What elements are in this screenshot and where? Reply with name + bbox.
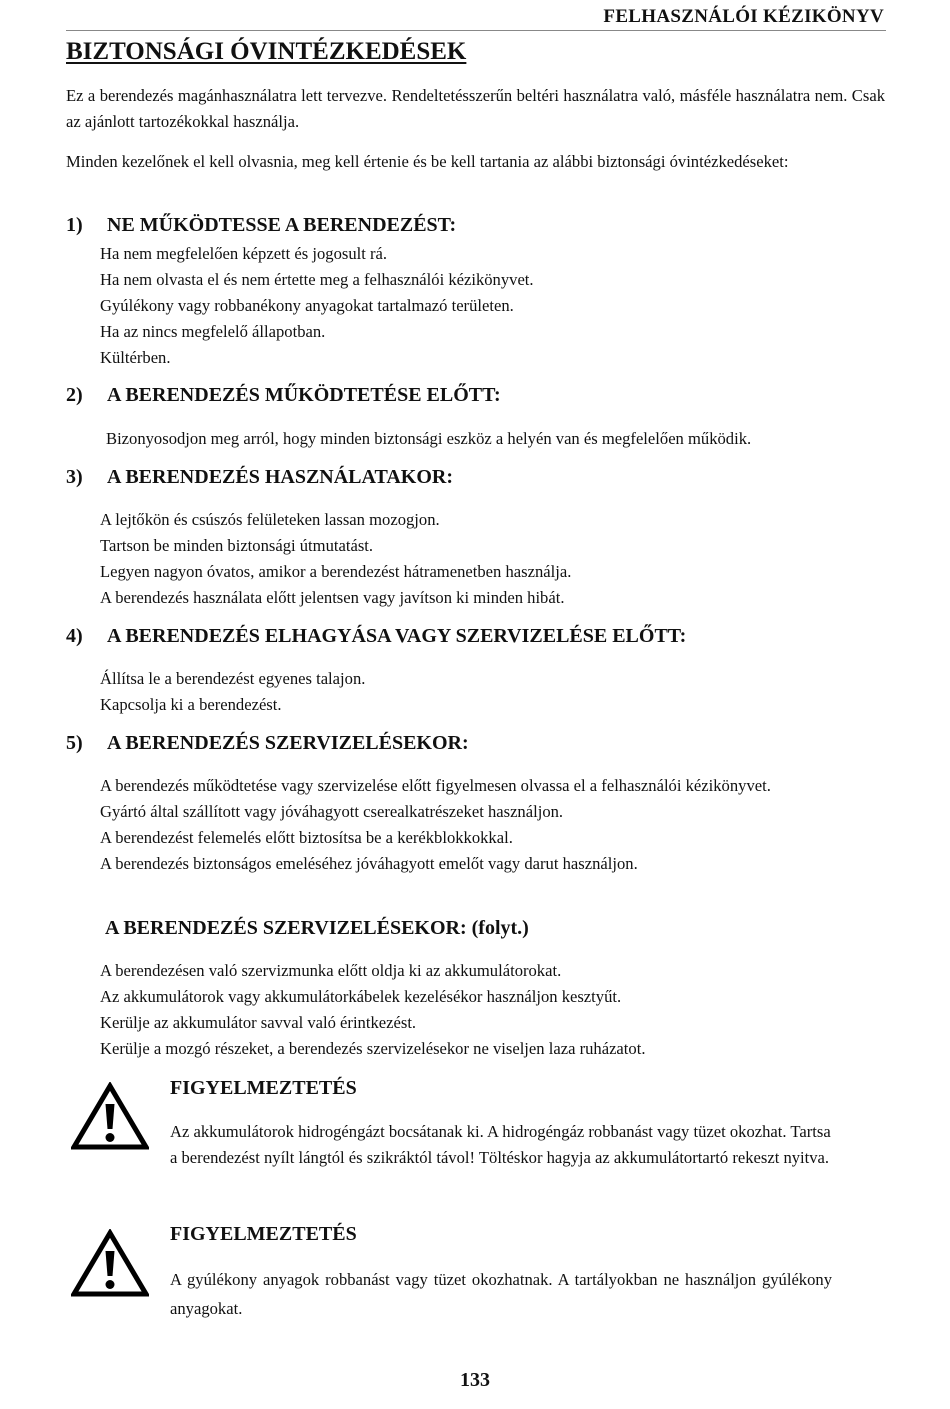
list-item: Kerülje az akkumulátor savval való érintkezést. <box>100 1013 417 1032</box>
section-number: 5) <box>66 732 83 754</box>
section-list <box>100 773 885 877</box>
header-title: FELHASZNÁLÓI KÉZIKÖNYV <box>603 6 884 27</box>
intro-paragraph: Ez a berendezés magánhasználatra lett tervezve. Rendeltetésszerűn beltéri használatra való, másféle használatra nem. Csak az ajánlott tartozékokkal használja. <box>66 86 885 131</box>
section-heading <box>66 384 501 407</box>
list-item: A berendezés biztonságos emeléséhez jóváhagyott emelőt vagy darut használjon. <box>100 854 638 873</box>
section-heading <box>66 732 469 755</box>
section-list <box>100 507 885 611</box>
section-number: 4) <box>66 625 83 647</box>
section-heading <box>66 214 456 237</box>
list-item: A berendezésen való szervizmunka előtt oldja ki az akkumulátorokat. <box>100 961 562 980</box>
list-item: Gyúlékony vagy robbanékony anyagokat tartalmazó területen. <box>100 296 514 315</box>
intro-paragraph: Minden kezelőnek el kell olvasnia, meg kell értenie és be kell tartania az alábbi biztonsági óvintézkedéseket: <box>66 152 789 171</box>
list-item: A berendezést felemelés előtt biztosítsa be a kerékblokkokkal. <box>100 828 513 847</box>
list-item: A berendezés használata előtt jelentsen vagy javítson ki minden hibát. <box>100 588 565 607</box>
list-item: Gyártó által szállított vagy jóváhagyott cserealkatrészeket használjon. <box>100 802 564 821</box>
section-list <box>100 958 885 1062</box>
section-title: A BERENDEZÉS SZERVIZELÉSEKOR: <box>107 732 469 754</box>
list-item: Kültérben. <box>100 348 171 367</box>
section-list <box>100 241 885 371</box>
warning-title: FIGYELMEZTETÉS <box>170 1077 357 1099</box>
list-item: Az akkumulátorok vagy akkumulátorkábelek kezelésékor használjon kesztyűt. <box>100 987 622 1006</box>
section-number: 2) <box>66 384 83 406</box>
warning-text: A gyúlékony anyagok robbanást vagy tüzet okozhatnak. A tartályokban ne használjon gyúlékony anyagokat. <box>170 1270 832 1318</box>
list-item: Kapcsolja ki a berendezést. <box>100 695 282 714</box>
list-item: Ha az nincs megfelelő állapotban. <box>100 322 326 341</box>
section-heading <box>66 625 686 648</box>
warning-text: Az akkumulátorok hidrogéngázt bocsátanak ki. A hidrogéngáz robbanást vagy tüzet okozhat. Tartsa a berendezést nyílt lángtól és szikráktól távol! Töltéskor hagyja az akkumulátortartó rekeszt nyitva. <box>170 1122 831 1167</box>
page-header <box>66 4 886 31</box>
section-title: A BERENDEZÉS ELHAGYÁSA VAGY SZERVIZELÉSE ELŐTT: <box>107 625 687 647</box>
section-title: NE MŰKÖDTESSE A BERENDEZÉST: <box>107 214 457 236</box>
page-title: BIZTONSÁGI ÓVINTÉZKEDÉSEK <box>66 38 467 65</box>
page-number: 133 <box>460 1369 490 1391</box>
list-item: Ha nem olvasta el és nem értette meg a felhasználói kézikönyvet. <box>100 270 534 289</box>
warning-triangle-icon <box>71 1229 149 1297</box>
section-list <box>100 666 885 718</box>
list-item: Ha nem megfelelően képzett és jogosult rá. <box>100 244 388 263</box>
section-number: 3) <box>66 466 83 488</box>
warning-title: FIGYELMEZTETÉS <box>170 1223 357 1245</box>
section-title: A BERENDEZÉS MŰKÖDTETÉSE ELŐTT: <box>107 384 501 406</box>
continuation-heading: A BERENDEZÉS SZERVIZELÉSEKOR: (folyt.) <box>105 917 529 939</box>
section-heading <box>66 466 453 489</box>
list-item: Bizonyosodjon meg arról, hogy minden biztonsági eszköz a helyén van és megfelelően működik. <box>106 429 752 448</box>
section-number: 1) <box>66 214 83 236</box>
warning-triangle-icon <box>71 1082 149 1150</box>
list-item: A berendezés működtetése vagy szervizelése előtt figyelmesen olvassa el a felhasználói kézikönyvet. <box>100 776 771 795</box>
list-item: Tartson be minden biztonsági útmutatást. <box>100 536 374 555</box>
list-item: Legyen nagyon óvatos, amikor a berendezést hátramenetben használja. <box>100 562 572 581</box>
section-title: A BERENDEZÉS HASZNÁLATAKOR: <box>107 466 453 488</box>
list-item: Kerülje a mozgó részeket, a berendezés szervizelésekor ne viseljen laza ruházatot. <box>100 1039 646 1058</box>
list-item: Állítsa le a berendezést egyenes talajon. <box>100 669 366 688</box>
list-item: A lejtőkön és csúszós felületeken lassan mozogjon. <box>100 510 440 529</box>
section-list <box>106 426 891 452</box>
